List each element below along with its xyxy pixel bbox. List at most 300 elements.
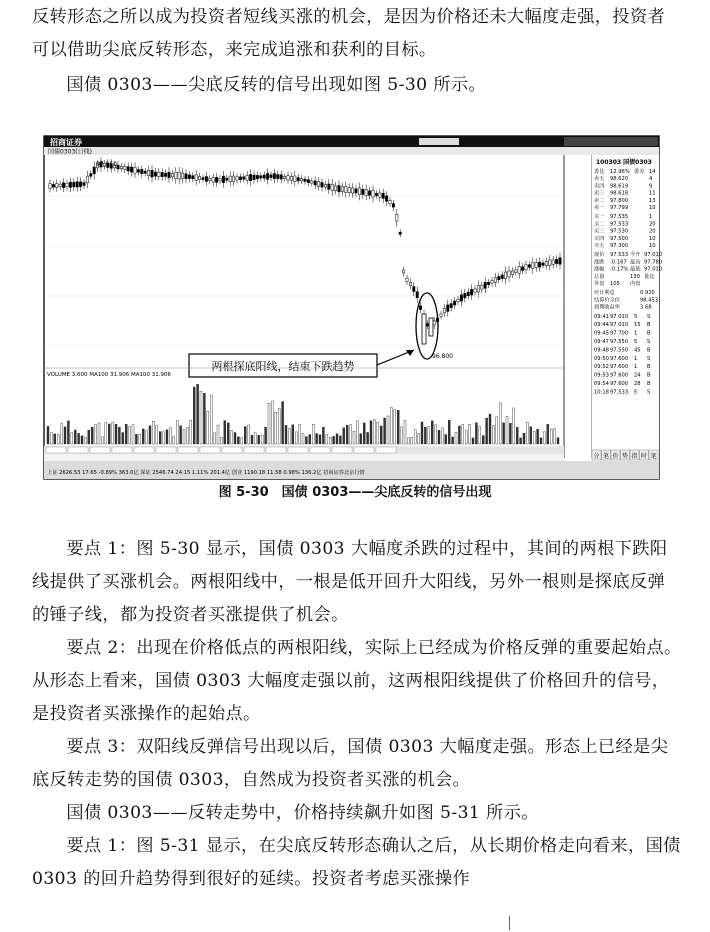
trade-tick-cell: 09:45: [594, 330, 609, 337]
trade-tick-cell: 97.600: [610, 355, 629, 362]
stock-chart-screenshot: [44, 136, 663, 479]
volume-bar: [537, 429, 539, 444]
candle-body: [484, 282, 486, 288]
candle-body: [222, 176, 224, 182]
quote-cell: 97.010: [644, 252, 663, 259]
trade-tick-cell: 09:44: [594, 322, 609, 329]
candle-body: [389, 200, 391, 203]
candle-body: [525, 265, 527, 270]
volume-bar: [302, 433, 304, 444]
candle-body: [120, 166, 122, 168]
volume-bar: [251, 435, 253, 444]
volume-bar: [220, 437, 222, 444]
volume-bar: [139, 434, 141, 444]
sell-level-cell: 98.618: [610, 190, 629, 197]
indicator-tab: [354, 447, 374, 453]
candle-body: [239, 177, 241, 180]
candle-body: [209, 178, 211, 180]
trade-tick-cell: S: [647, 389, 651, 396]
volume-bar: [404, 421, 406, 444]
volume-bar: [50, 433, 52, 444]
sell-level-cell: 4: [649, 176, 653, 183]
candle-body: [215, 177, 217, 182]
trade-tick-cell: 97.600: [610, 364, 629, 371]
volume-bar: [152, 421, 154, 444]
volume-bar: [469, 424, 471, 444]
candle-body: [552, 260, 554, 264]
volume-bar: [513, 408, 515, 444]
weibi-cell: 12.96%: [610, 169, 630, 175]
volume-bar: [163, 432, 165, 444]
candle-body: [124, 167, 126, 170]
volume-bar: [278, 409, 280, 444]
candle-body: [521, 267, 523, 271]
trade-tick-cell: 09:48: [594, 347, 609, 354]
candle-body: [317, 182, 319, 187]
volume-bar: [125, 424, 127, 444]
candle-body: [399, 232, 401, 234]
quote-cell: 97.533: [610, 252, 629, 259]
candle-body: [491, 280, 493, 283]
candle-body: [137, 170, 139, 173]
candle-body: [450, 304, 452, 308]
volume-bar: [227, 423, 229, 444]
volume-bar: [407, 438, 409, 444]
quote-cell: 现价: [594, 252, 605, 259]
volume-bar: [424, 427, 426, 444]
volume-bar: [475, 423, 477, 444]
volume-bar: [183, 430, 185, 444]
candle-body: [202, 178, 204, 180]
indicator-tab: [376, 447, 396, 453]
low-price-label: 96.800: [432, 353, 453, 360]
candle-body: [236, 177, 238, 180]
volume-bar: [431, 421, 433, 444]
volume-bar: [156, 425, 158, 444]
trade-tick-cell: 97.700: [610, 330, 629, 337]
panel-title: 100303 国债0303: [596, 159, 652, 166]
volume-bar: [265, 427, 267, 444]
volume-bar: [339, 436, 341, 444]
volume-bar: [271, 401, 273, 444]
volume-bar: [149, 426, 151, 444]
candle-body: [175, 172, 177, 178]
volume-bar: [384, 418, 386, 444]
candle-body: [266, 173, 268, 179]
volume-bar: [268, 403, 270, 444]
volume-bar: [380, 426, 382, 444]
volume-bar: [180, 426, 182, 444]
quote-cell: 总量: [594, 273, 605, 280]
candle-body: [443, 309, 445, 313]
volume-bar: [295, 432, 297, 444]
candle-body: [93, 167, 95, 174]
extra-info-cell: 3.68: [640, 304, 652, 311]
indicator-tab: [178, 447, 198, 453]
volume-bar: [112, 423, 114, 444]
volume-bar: [197, 384, 199, 444]
volume-bar: [299, 424, 301, 444]
trade-tick-cell: B: [647, 330, 651, 337]
volume-bar: [333, 436, 335, 444]
candle-body: [494, 277, 496, 282]
volume-bar: [458, 426, 460, 444]
candle-body: [464, 293, 466, 298]
candle-body: [440, 314, 442, 316]
volume-bar: [363, 423, 365, 444]
trade-tick-cell: 5: [634, 339, 638, 345]
candle-body: [402, 270, 404, 273]
volume-bar: [336, 434, 338, 444]
candle-body: [365, 190, 367, 196]
candle-body: [256, 175, 258, 178]
volume-bar: [129, 426, 131, 444]
quote-cell: 涨跌: [594, 259, 605, 266]
volume-bar: [503, 423, 505, 444]
candle-body: [416, 292, 418, 298]
volume-bar: [516, 427, 518, 444]
volume-bar: [322, 427, 324, 444]
volume-bar: [367, 432, 369, 444]
candle-body: [467, 292, 469, 296]
buy-level-cell: 97.535: [610, 214, 629, 221]
candle-body: [358, 188, 360, 195]
volume-bar: [482, 436, 484, 444]
indicator-tab: [288, 447, 308, 453]
volume-bar: [67, 421, 69, 444]
indicator-tab: [156, 447, 176, 453]
quote-cell: 97.010: [644, 266, 663, 273]
candle-body: [56, 183, 58, 187]
volume-bar: [401, 427, 403, 444]
volume-bar: [81, 436, 83, 444]
volume-bar: [356, 421, 358, 444]
candle-body: [117, 165, 119, 169]
trade-tick-cell: 1: [634, 330, 638, 337]
candle-body: [331, 184, 333, 191]
quote-cell: 最低: [630, 266, 641, 273]
volume-bar: [282, 402, 284, 444]
volume-bar: [462, 424, 464, 444]
volume-bar: [435, 425, 437, 444]
trade-tick-cell: 97.550: [610, 339, 629, 345]
buy-level-cell: 20: [649, 228, 656, 235]
volume-bar: [169, 428, 171, 444]
side-tab-label: 势: [622, 453, 629, 460]
volume-bar: [200, 391, 202, 444]
indicator-tab: [46, 447, 66, 453]
candle-body: [311, 181, 313, 183]
candle-body: [501, 275, 503, 279]
figure-caption: 图 5-30 国债 0303——尖底反转的信号出现: [218, 485, 492, 500]
candle-body: [246, 175, 248, 180]
volume-bar: [275, 412, 277, 444]
candle-body: [470, 289, 472, 295]
candle-body: [419, 306, 421, 310]
volume-bar: [350, 425, 352, 444]
trade-tick-cell: 28: [634, 381, 641, 387]
candle-body: [304, 179, 306, 181]
candle-body: [188, 175, 190, 179]
trade-tick-cell: 97.010: [610, 313, 629, 320]
candle-body: [362, 189, 364, 194]
volume-bar: [241, 438, 243, 444]
side-tab-label: 分: [593, 453, 600, 460]
weibi-cell: 委比: [594, 169, 605, 175]
paragraph-5: 要点 3：双阳线反弹信号出现以后，国债 0303 大幅度走强。形态上已经是尖底反转走势的国债 0303，自然成为投资者买涨的机会。: [32, 737, 669, 790]
sell-level-cell: 11: [649, 190, 656, 197]
candle-body: [219, 178, 221, 181]
candle-body: [59, 184, 61, 186]
paragraph-7: 要点 1：图 5-31 显示，在尖底反转形态确认之后，从长期价格走向看来，国债 0303 的回升趋势得到很好的延续。投资者考虑买涨操作: [32, 836, 681, 889]
candle-body: [232, 176, 234, 181]
candle-body: [243, 177, 245, 179]
volume-bar: [455, 432, 457, 444]
sell-level-cell: 98.620: [610, 176, 629, 183]
volume-bar: [390, 407, 392, 444]
trade-tick-cell: S: [647, 313, 651, 320]
volume-bar: [486, 418, 488, 444]
candle-body: [195, 175, 197, 180]
candle-body: [532, 262, 534, 268]
quote-cell: 涨幅: [594, 266, 605, 273]
trade-tick-cell: B: [647, 347, 651, 354]
volume-bar: [520, 438, 522, 444]
candle-body: [270, 175, 272, 178]
candle-body: [508, 271, 510, 277]
candle-body: [253, 175, 255, 179]
sell-level-cell: 10: [649, 205, 656, 211]
volume-bar: [312, 424, 314, 444]
side-tab-label: 价: [612, 453, 619, 460]
volume-bar: [190, 420, 192, 444]
candle-body: [545, 262, 547, 266]
candle-body: [260, 176, 262, 178]
trade-tick-cell: 97.010: [610, 322, 629, 329]
indicator-tab: [90, 447, 110, 453]
candle-body: [76, 182, 78, 187]
volume-bar: [530, 427, 532, 444]
trade-tick-cell: 09:52: [594, 364, 609, 371]
volume-bar: [550, 429, 552, 444]
volume-bar: [166, 430, 168, 444]
sell-level-cell: 9: [649, 183, 653, 190]
indicator-tab: [112, 447, 132, 453]
volume-bar: [441, 428, 443, 444]
candle-body: [62, 183, 64, 188]
volume-bar: [115, 424, 117, 444]
buy-level-cell: 10: [649, 235, 656, 242]
candle-body: [79, 182, 81, 187]
volume-bar: [316, 434, 318, 444]
candle-body: [297, 178, 299, 181]
candle-body: [73, 182, 75, 186]
candle-body: [277, 174, 279, 178]
candle-body: [300, 178, 302, 180]
extra-info-cell: 0.920: [640, 290, 655, 297]
volume-bar: [105, 422, 107, 444]
trade-tick-cell: 09:53: [594, 372, 609, 379]
bottom-candle: [422, 314, 426, 344]
candle-body: [504, 272, 506, 279]
quote-cell: -0.17%: [610, 266, 629, 273]
volume-bar: [499, 403, 501, 444]
volume-bar: [98, 423, 100, 444]
candle-body: [511, 271, 513, 274]
sell-level-cell: 卖二: [594, 197, 605, 204]
paragraph-3: 要点 1：图 5-30 显示，国债 0303 大幅度杀跌的过程中，其间的两根下跌阳线提供了买涨机会。两根阳线中，一根是低开回升大阳线，另外一根则是探底反弹的锤子线，都为投资者买涨提供了机会。: [32, 539, 668, 625]
trade-tick-cell: 97.600: [610, 372, 629, 379]
extra-info-cell: 到期收益率: [594, 304, 620, 311]
candle-body: [86, 176, 88, 183]
extra-info-cell: 结算价全价: [594, 297, 620, 304]
candle-body: [151, 170, 153, 177]
candle-body: [409, 282, 411, 286]
trade-tick-cell: B: [647, 364, 651, 371]
indicator-tab: [222, 447, 242, 453]
side-tab-label: 指: [631, 453, 638, 460]
brand-label: 招商证券: [50, 138, 82, 147]
volume-bar: [377, 422, 379, 444]
buy-level-cell: 97.500: [610, 235, 629, 242]
volume-bar: [360, 434, 362, 444]
candle-body: [457, 299, 459, 302]
side-tab-label: 笔: [603, 453, 610, 460]
indicator-tab: [244, 447, 264, 453]
candle-body: [229, 176, 231, 182]
volume-bar: [418, 433, 420, 444]
buy-level-cell: 20: [649, 221, 656, 228]
candle-body: [69, 182, 71, 187]
trade-tick-cell: 15: [634, 322, 641, 329]
candle-body: [392, 204, 394, 208]
volume-bar: [554, 428, 556, 444]
indicator-tab: [134, 447, 154, 453]
trade-tick-cell: B: [647, 322, 651, 329]
candle-body: [542, 263, 544, 265]
volume-bar: [479, 426, 481, 444]
volume-bar: [234, 432, 236, 444]
volume-bar: [159, 432, 161, 444]
volume-bar: [448, 420, 450, 444]
candle-body: [49, 184, 51, 188]
buy-level-cell: 买三: [594, 228, 605, 235]
candle-body: [498, 276, 500, 279]
volume-bar: [288, 428, 290, 444]
volume-bar: [414, 430, 416, 444]
candle-body: [161, 172, 163, 176]
volume-bar: [64, 427, 66, 444]
candle-body: [559, 258, 561, 264]
volume-bar: [214, 433, 216, 444]
candle-body: [351, 188, 353, 193]
page-mark: [509, 916, 510, 930]
volume-bar: [254, 433, 256, 444]
volume-bar: [394, 410, 396, 444]
trade-tick-cell: 1: [634, 364, 638, 371]
candle-body: [185, 174, 187, 179]
candle-body: [345, 187, 347, 193]
candle-body: [406, 278, 408, 281]
quote-panel: [592, 155, 662, 461]
volume-bar: [261, 435, 263, 444]
buy-level-cell: 10: [649, 243, 656, 249]
trade-tick-cell: 97.600: [610, 381, 629, 387]
candle-body: [66, 183, 68, 186]
side-tabs: [592, 450, 658, 460]
candle-body: [127, 167, 129, 171]
volume-bar: [557, 438, 559, 444]
trade-tick-cell: 09:47: [594, 339, 609, 345]
volume-bar: [142, 429, 144, 444]
volume-bar: [346, 425, 348, 444]
status-bar-text: 上证 2626.53 17.65 -0.89% 363.0亿 深证 2546.74 24.15 1.11% 201.4亿 创业 1190.18 11.58 0.98% 136.2亿 招商证券北京行情: [47, 470, 365, 476]
sell-level-cell: 97.799: [610, 205, 629, 211]
sell-level-cell: 98.619: [610, 183, 629, 190]
candle-body: [555, 259, 557, 263]
sell-level-cell: 卖一: [594, 205, 605, 211]
candle-body: [321, 182, 323, 187]
candle-body: [460, 295, 462, 301]
buy-level-cell: 买一: [594, 214, 605, 221]
volume-bar: [326, 435, 328, 444]
candle-body: [515, 270, 517, 273]
candle-body: [334, 186, 336, 190]
candle-body: [147, 170, 149, 175]
volume-bar: [496, 417, 498, 444]
volume-bar: [506, 416, 508, 444]
volume-bar: [489, 414, 491, 444]
candle-body: [382, 193, 384, 198]
candle-body: [372, 191, 374, 197]
volume-bar: [231, 430, 233, 444]
trade-tick-cell: 24: [634, 372, 641, 379]
volume-bar: [84, 437, 86, 444]
weibi-cell: 14: [649, 169, 656, 175]
indicator-tab: [266, 447, 286, 453]
candle-body: [141, 169, 143, 173]
volume-bar: [285, 425, 287, 444]
volume-bar: [132, 425, 134, 444]
candle-body: [535, 263, 537, 268]
volume-bar: [101, 437, 103, 444]
trade-tick-cell: B: [647, 372, 651, 379]
candle-body: [52, 184, 54, 187]
volume-bar: [472, 438, 474, 444]
quote-cell: 130: [630, 273, 640, 280]
volume-bar: [526, 422, 528, 444]
indicator-tab: [68, 447, 88, 453]
volume-bar: [146, 431, 148, 444]
buy-level-cell: 97.300: [610, 243, 629, 249]
volume-bar: [343, 428, 345, 444]
side-tab-label: 笔: [650, 453, 657, 460]
extra-info-cell: 98.453: [640, 297, 659, 304]
candle-body: [212, 178, 214, 182]
candle-body: [164, 173, 166, 176]
trade-tick-cell: 45: [634, 347, 641, 354]
candle-body: [287, 176, 289, 180]
volume-bar: [108, 424, 110, 444]
quote-cell: 今开: [630, 252, 641, 259]
volume-bar: [411, 437, 413, 444]
candle-body: [273, 173, 275, 178]
candle-body: [341, 187, 343, 191]
volume-bar: [309, 435, 311, 444]
volume-bar: [540, 438, 542, 444]
candle-body: [426, 324, 428, 326]
volume-bar: [193, 387, 195, 444]
